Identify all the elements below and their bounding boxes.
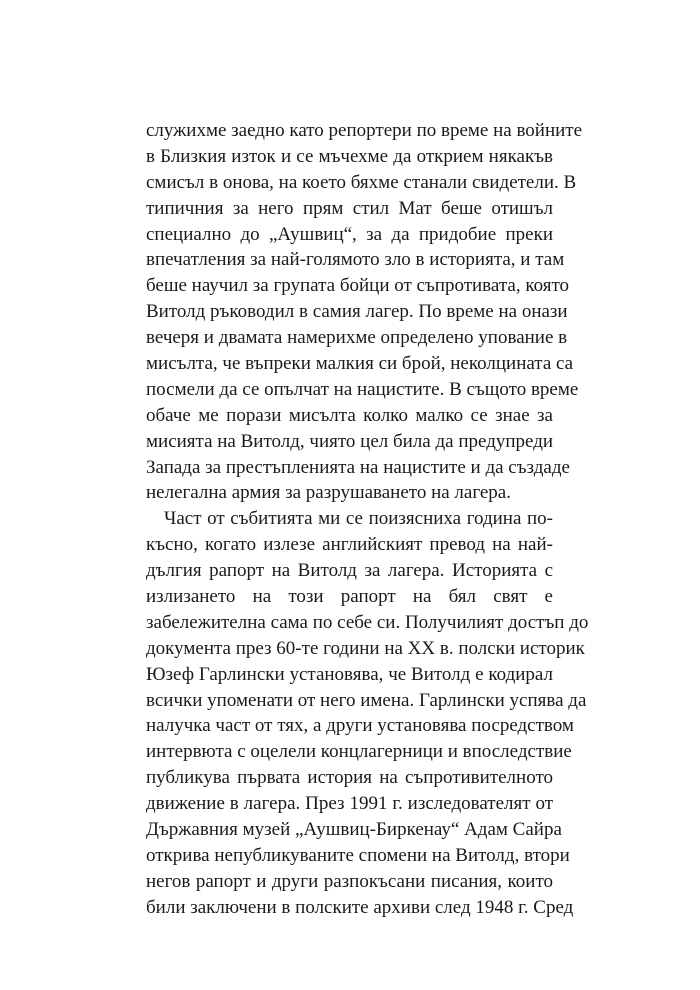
text-line: налучка част от тях, а други установява посредством	[146, 715, 574, 737]
text-line: Юзеф Гарлински установява, че Витолд е кодирал	[146, 663, 553, 685]
text-line: открива непубликуваните спомени на Витолд, втори	[146, 844, 570, 866]
text-line: дългия рапорт на Витолд за лагера. Историята с	[146, 560, 553, 582]
text-line: специално до „Аушвиц“, за да придобие преки	[146, 223, 553, 245]
text-line: интервюта с оцелели концлагерници и впоследствие	[146, 741, 572, 763]
text-line: вечеря и двамата намерихме определено упование в	[146, 327, 568, 349]
text-line: движение в лагера. През 1991 г. изследователят от	[146, 793, 553, 815]
text-line: нелегална армия за разрушаването на лагера.	[146, 482, 511, 504]
text-line: забележителна сама по себе си. Получилият достъп до	[146, 611, 589, 633]
body-text	[146, 118, 589, 921]
text-line: обаче ме порази мисълта колко малко се знае за	[146, 404, 553, 426]
paragraph-1	[146, 118, 583, 506]
text-line: излизането на този рапорт на бял свят е	[146, 586, 553, 608]
text-line: Държавния музей „Аушвиц-Биркенау“ Адам Сайра	[146, 819, 562, 841]
text-line: негов рапорт и други разпокъсани писания, които	[146, 870, 553, 892]
paragraph-2	[146, 506, 589, 920]
text-line: Витолд ръководил в самия лагер. По време на онази	[146, 301, 568, 323]
text-line: мисията на Витолд, чиято цел била да предупреди	[146, 430, 554, 452]
text-line: впечатления за най-голямото зло в историята, и там	[146, 249, 565, 271]
text-line: в Близкия изток и се мъчехме да открием някакъв	[146, 145, 553, 167]
text-line: всички упоменати от него имена. Гарлински успява да	[146, 689, 587, 711]
text-line: документа през 60-те години на XX в. полски историк	[146, 637, 585, 659]
text-line: посмели да се опълчат на нацистите. В същото време	[146, 378, 579, 400]
text-line: късно, когато излезе английският превод на най-	[146, 534, 553, 556]
text-line: типичния за него прям стил Мат беше отишъл	[146, 197, 553, 219]
text-line: Запада за престъпленията на нацистите и да създаде	[146, 456, 570, 478]
text-line: Част от събитията ми се поизясниха година по-	[164, 508, 553, 530]
text-line: мисълта, че въпреки малкия си брой, неколцината са	[146, 353, 574, 375]
text-line: смисъл в онова, на което бяхме станали свидетели. В	[146, 171, 577, 193]
text-line: беше научил за групата бойци от съпротивата, която	[146, 275, 570, 297]
text-line: били заключени в полските архиви след 1948 г. Сред	[146, 896, 574, 918]
text-line: служихме заедно като репортери по време на войните	[146, 120, 583, 141]
text-line: публикува първата история на съпротивителното	[146, 767, 553, 789]
